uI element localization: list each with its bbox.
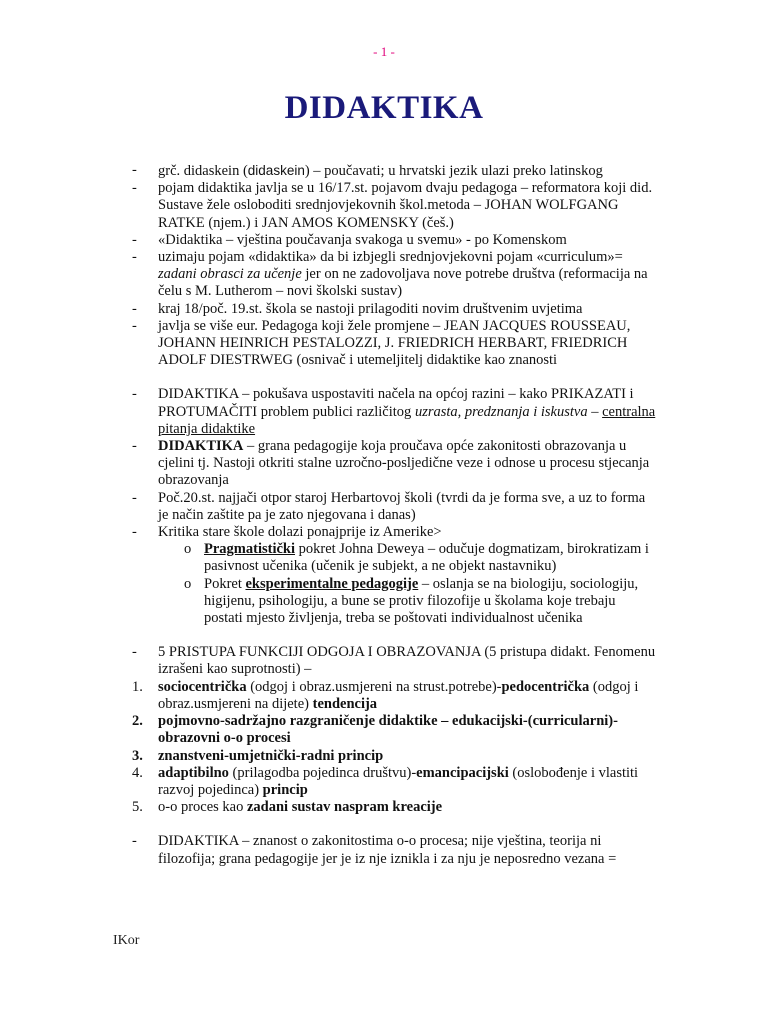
list-marker: 2. (132, 713, 143, 730)
list-marker: - (132, 489, 137, 506)
list-item (132, 679, 657, 713)
text-run: pokret Johna Deweya – odučuje dogmatizam, birokratizam i pasivnost učenika (učenik je subjekt, a ne objekt nastavniku) (204, 541, 649, 575)
text-run: zadani obrasci za učenje (158, 266, 302, 283)
paragraph-gap (132, 627, 657, 644)
text-run: – oslanja se na biologiju, sociologiju, higijenu, psihologiju, a bune se protiv filozofije u školama koje trebaju postati mjesto življenja, treba se poštovati individualnost učenika (204, 575, 639, 627)
text-run: kraj 18/poč. 19.st. škola se nastoji prilagoditi novim društvenim uvjetima (158, 300, 583, 317)
list-marker: - (132, 300, 137, 317)
text-run: (oslobođenje i vlastiti razvoj pojedinca) (158, 764, 639, 798)
footer-author: IKor (113, 933, 140, 948)
text-run: DIDAKTIKA – znanost o zakonitostima o-o procesa; nije vještina, teorija ni filozofija; grana pedagogije jer je iz nje iznikla i za nju je neposredno vezana = (158, 833, 617, 867)
text-run: DIDAKTIKA – pokušava uspostaviti načela na općoj razini – kako PRIKAZATI i PROTUMAČITI problem publici različitog (158, 386, 634, 420)
text-run: emancipacijski (416, 764, 509, 781)
list-item (132, 799, 657, 816)
list-item (132, 748, 657, 765)
list-marker: 3. (132, 747, 143, 764)
text-run: – grana pedagogije koja proučava opće zakonitosti obrazovanja u cjelini tj. Nastoji otkriti stalne uzročno-posljedične veze i odnose u procesu stjecanja obrazovanja (158, 438, 650, 489)
text-run: grč. didaskein ( (158, 163, 248, 179)
list-item (132, 490, 657, 524)
text-run: (odgoj i obraz.usmjereni na dijete) (158, 678, 639, 712)
text-run: jer on ne zadovoljava nove potrebe društva (reformacija na čelu s M. Lutherom – novi školski sustav) (158, 266, 648, 300)
text-run: – (587, 403, 603, 420)
list-marker: - (132, 162, 137, 178)
list-marker: - (132, 249, 137, 266)
text-run: znanstveni-umjetnički-radni princip (158, 747, 384, 764)
text-run: (odgoj i obraz.usmjereni na strust.potrebe)- (246, 678, 502, 695)
text-run: adaptibilno (158, 764, 229, 781)
text-run: «Didaktika – vještina poučavanja svakoga u svemu» - po Komenskom (158, 231, 567, 248)
text-run: pedocentrička (501, 678, 590, 695)
paragraph-gap (132, 369, 657, 386)
text-run: DIDAKTIKA (158, 438, 244, 455)
list-marker: - (132, 317, 137, 334)
list-marker: - (132, 180, 137, 197)
list-item (132, 318, 657, 370)
page-number: - 1 - (373, 44, 395, 59)
text-run: Pragmatistički (204, 541, 296, 558)
list-item (132, 162, 657, 180)
text-run: uzrasta, predznanja i iskustva (414, 403, 588, 420)
list-marker: - (132, 644, 137, 661)
text-run: sociocentrička (158, 678, 247, 695)
list-marker: 5. (132, 799, 143, 816)
list-item (132, 644, 657, 678)
text-run: ) – poučavati; u hrvatski jezik ulazi preko latinskog (304, 163, 603, 179)
list-item (132, 524, 657, 541)
list-item (132, 713, 657, 747)
text-run: o-o proces kao (158, 799, 247, 816)
text-run: eksperimentalne pedagogije (245, 575, 419, 592)
list-marker: 4. (132, 764, 143, 781)
list-marker: - (132, 524, 137, 541)
list-item (132, 232, 657, 249)
list-item (132, 301, 657, 318)
list-marker: - (132, 833, 137, 850)
paragraph-gap (132, 816, 657, 833)
text-run: 5 PRISTUPA FUNKCIJI ODGOJA I OBRAZOVANJA (5 pristupa didakt. Fenomenu izrašeni kao suprotnosti) – (158, 644, 656, 678)
text-run: Poč.20.st. najjači otpor staroj Herbartovoj školi (tvrdi da je forma sve, a uz to forma je način zaštite pa je zato njegovana i danas) (158, 489, 646, 523)
text-run: uzimaju pojam «didaktika» da bi izbjegli srednjovjekovni pojam «curriculum»= (158, 249, 623, 266)
text-run: pojam didaktika javlja se u 16/17.st. pojavom dvaju pedagoga – reformatora koji did. Sustave žele osloboditi srednjovjekovnih škol.metoda – JOHAN WOLFGANG RATKE (njem.) i JAN AMOS KOMENSKY (češ.) (158, 180, 653, 231)
list-item (132, 386, 657, 438)
list-marker: - (132, 438, 137, 455)
text-run: javlja se više eur. Pedagoga koji žele promjene – JEAN JACQUES ROUSSEAU, JOHANN HEINRICH PESTALOZZI, J. FRIEDRICH HERBART, FRIEDRICH ADOLF DIESTRWEG (osnivač i utemeljitelj didaktike kao znanosti (158, 317, 631, 369)
list-marker: o (184, 575, 192, 592)
document-body (132, 162, 657, 868)
list-item (132, 438, 657, 490)
list-item (132, 249, 657, 301)
text-run: Kritika stare škole dolazi ponajprije iz Amerike> (158, 524, 442, 541)
text-run: princip (262, 781, 308, 798)
text-run: (prilagodba pojedinca društvu)- (228, 764, 417, 781)
text-run: tendencija (312, 695, 378, 712)
list-marker: o (184, 541, 192, 558)
list-marker: - (132, 231, 137, 248)
text-run: zadani sustav naspram kreacije (246, 799, 443, 816)
list-item (132, 180, 657, 232)
text-run: Pokret (204, 575, 246, 592)
text-run: didaskein (247, 163, 305, 178)
sub-list-item (132, 576, 657, 628)
list-marker: - (132, 386, 137, 403)
page-title: DIDAKTIKA (284, 90, 484, 126)
list-item (132, 765, 657, 799)
sub-list-item (132, 541, 657, 575)
text-run: pojmovno-sadržajno razgraničenje didaktike – edukacijski-(curricularni)-obrazovni o-o procesi (158, 713, 618, 747)
list-item (132, 833, 657, 867)
text-run: centralna pitanja didaktike (158, 403, 656, 437)
list-marker: 1. (132, 678, 143, 695)
